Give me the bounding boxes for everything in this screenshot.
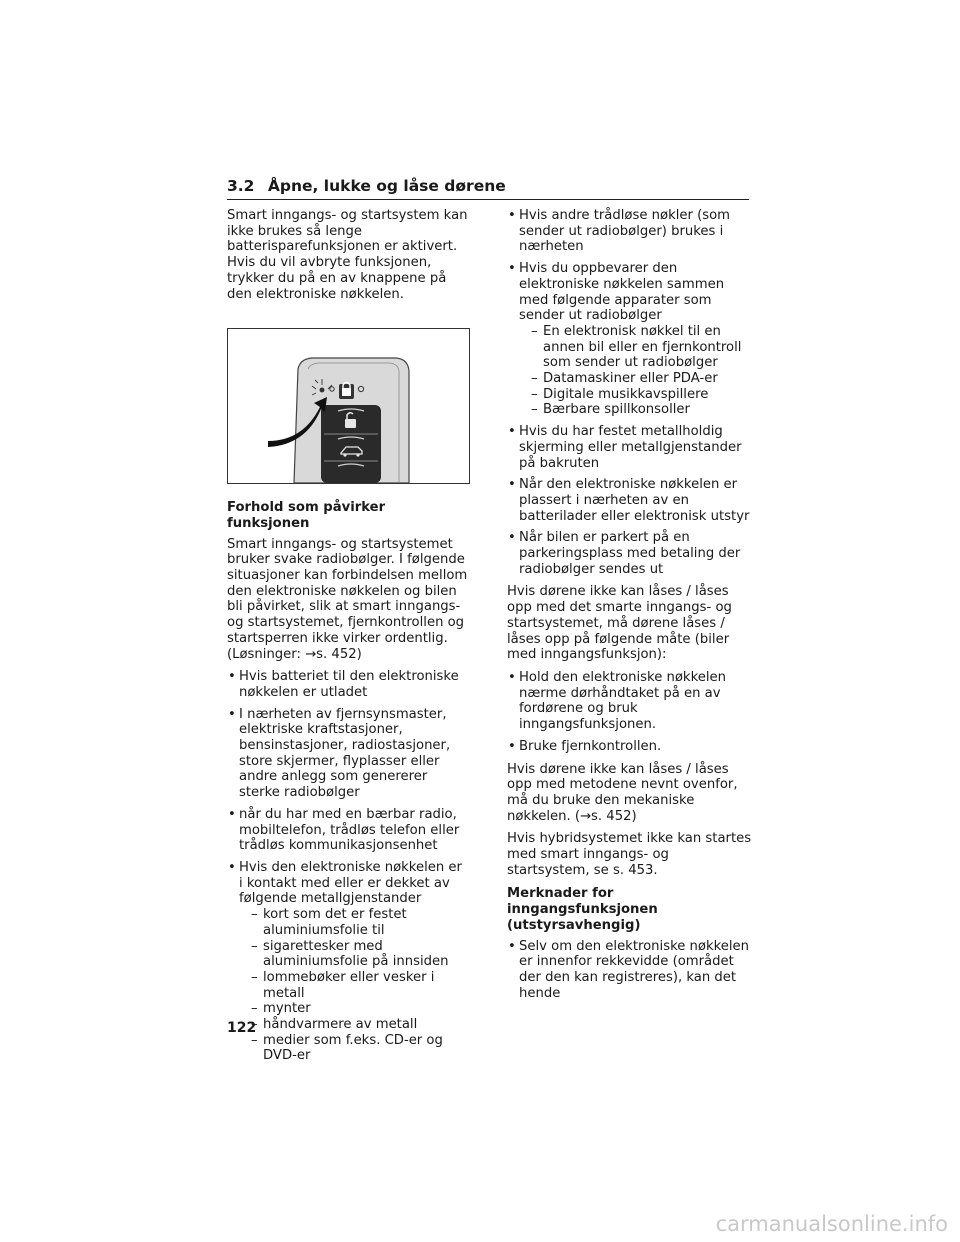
sub-list-item: – lommebøker eller vesker i metall bbox=[251, 970, 469, 1001]
sub-list-item: – Bærbare spillkonsoller bbox=[531, 402, 752, 418]
lock-fallback-paragraph: Hvis dørene ikke kan låses / låses opp med det smarte inngangs- og startsystemet, må dørene låses / låses opp på følgende måte (biler med inngangsfunksjon): bbox=[507, 584, 732, 663]
sub-list-item: – håndvarmere av metall bbox=[251, 1017, 469, 1033]
list-item: • når du har med en bærbar radio, mobiltelefon, trådløs telefon eller trådløs kommunikasjonsenhet bbox=[227, 807, 469, 854]
conditions-heading: Forhold som påvirker funksjonen bbox=[227, 500, 386, 531]
conditions-paragraph: Smart inngangs- og startsystemet bruker svake radiobølger. I følgende situasjoner kan forbindelsen mellom den elektroniske nøkkelen og bilen bli påvirket, slik at smart inngangs- og startsystemet, fjernkontrollen og startsperren ikke virker ordentlig. (Løsninger: →s. 452) bbox=[227, 536, 468, 662]
key-illustration bbox=[227, 328, 470, 484]
right-column bbox=[507, 208, 752, 1008]
radio-devices-list bbox=[519, 324, 752, 418]
electronic-key-drawing bbox=[228, 329, 469, 483]
intro-paragraph: Smart inngangs- og startsystem kan ikke brukes så lenge batterisparefunksjonen er aktivert. Hvis du vil avbryte funksjonen, trykker du på en av knappene på den elektroniske nøkkelen. bbox=[227, 208, 468, 302]
mechanical-key-paragraph: Hvis dørene ikke kan låses / låses opp med metodene nevnt ovenfor, må du bruke den mekaniske nøkkelen. (→s. 452) bbox=[507, 761, 738, 824]
list-item: • Når bilen er parkert på en parkeringsplass med betaling der radiobølger sendes ut bbox=[507, 530, 752, 577]
list-item bbox=[227, 860, 469, 1064]
list-item bbox=[507, 261, 752, 418]
list-item: • I nærheten av fjernsynsmaster, elektriske kraftstasjoner, bensinstasjoner, radiostasjoner, store skjermer, flyplasser eller andre anlegg som genererer sterke radiobølger bbox=[227, 707, 469, 801]
sub-list-item: – Datamaskiner eller PDA-er bbox=[531, 371, 752, 387]
sub-list-item: – sigarettesker med aluminiumsfolie på innsiden bbox=[251, 939, 469, 970]
page-number: 122 bbox=[227, 1020, 257, 1036]
sub-list-item: – En elektronisk nøkkel til en annen bil eller en fjernkontroll som sender ut radiobølger bbox=[531, 324, 752, 371]
key-button-panel bbox=[321, 405, 381, 483]
list-item: • Selv om den elektroniske nøkkelen er innenfor rekkevidde (området der den kan registreres), kan det hende bbox=[507, 939, 752, 1002]
sub-list-item: – mynter bbox=[251, 1001, 469, 1017]
section-title: Åpne, lukke og låse dørene bbox=[267, 177, 506, 195]
conditions-list bbox=[227, 669, 469, 1064]
list-item: • Hvis du har festet metallholdig skjerming eller metallgjenstander på bakruten bbox=[507, 424, 752, 471]
list-item: • Når den elektroniske nøkkelen er plassert i nærheten av en batterilader eller elektronisk utstyr bbox=[507, 477, 752, 524]
list-item-text: Hvis du oppbevarer den elektroniske nøkkelen sammen med følgende apparater som sender ut radiobølger bbox=[519, 261, 725, 324]
section-number: 3.2 bbox=[227, 177, 255, 195]
left-column bbox=[227, 208, 469, 1071]
entry-notes-heading: Merknader for inngangsfunksjonen (utstyrsavhengig) bbox=[507, 886, 658, 933]
list-item: • Hvis andre trådløse nøkler (som sender ut radiobølger) brukes i nærheten bbox=[507, 208, 752, 255]
list-item: • Hvis batteriet til den elektroniske nøkkelen er utladet bbox=[227, 669, 469, 700]
list-item: • Hold den elektroniske nøkkelen nærme dørhåndtaket på en av fordørene og bruk inngangsfunksjonen. bbox=[507, 670, 752, 733]
sub-list-item: – Digitale musikkavspillere bbox=[531, 387, 752, 403]
list-item: • Bruke fjernkontrollen. bbox=[507, 739, 752, 755]
list-item-text: Hvis den elektroniske nøkkelen er i kontakt med eller er dekket av følgende metallgjenstander bbox=[239, 859, 462, 907]
interference-list bbox=[507, 208, 752, 577]
metal-objects-list bbox=[239, 907, 469, 1064]
watermark: carmanualsonline.info bbox=[715, 1212, 948, 1236]
section-header bbox=[227, 177, 749, 200]
sub-list-item: – medier som f.eks. CD-er og DVD-er bbox=[251, 1033, 469, 1064]
hybrid-start-paragraph: Hvis hybridsystemet ikke kan startes med smart inngangs- og startsystem, se s. 453. bbox=[507, 831, 752, 878]
entry-notes-list bbox=[507, 939, 752, 1002]
lock-fallback-list bbox=[507, 670, 752, 755]
sub-list-item: – kort som det er festet aluminiumsfolie til bbox=[251, 907, 469, 938]
